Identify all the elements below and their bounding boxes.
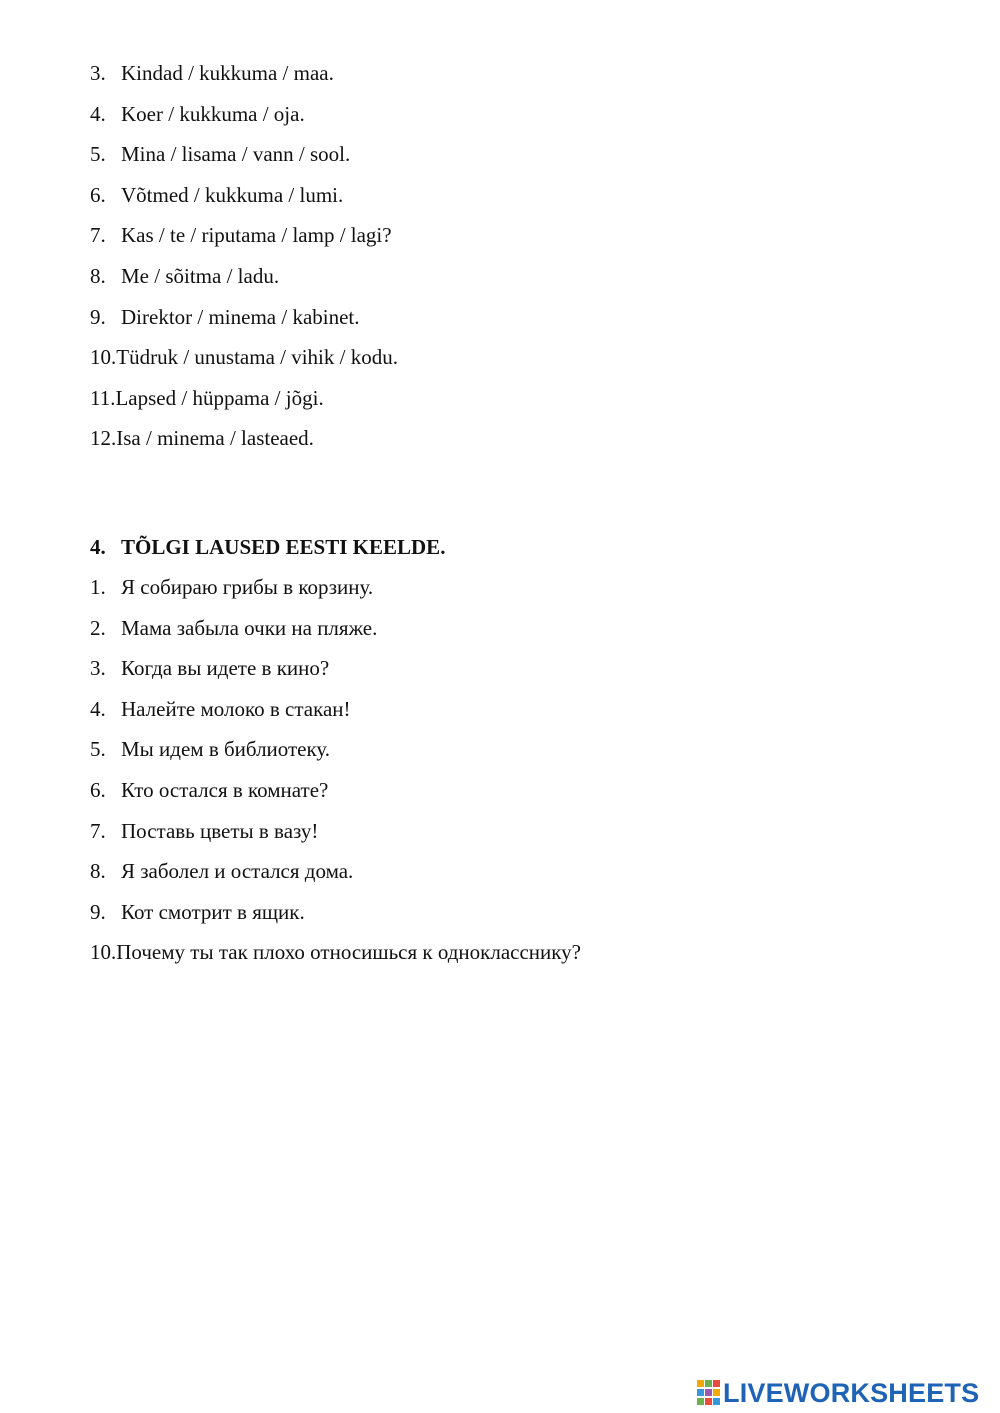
- item-text: Direktor / minema / kabinet.: [121, 304, 360, 329]
- list-item: [90, 425, 398, 466]
- item-number: 3.: [90, 61, 106, 85]
- item-text: Kindad / kukkuma / maa.: [121, 61, 334, 85]
- item-text: Koer / kukkuma / oja.: [121, 101, 305, 126]
- list-item: [90, 736, 581, 777]
- list-item: [90, 385, 398, 426]
- item-number: 7.: [90, 223, 106, 248]
- item-number: 7.: [90, 818, 106, 843]
- item-text: Võtmed / kukkuma / lumi.: [121, 182, 344, 207]
- exercise-3-list: [90, 60, 398, 466]
- logo-text: LIVEWORKSHEETS: [723, 1378, 980, 1408]
- item-text: Когда вы идете в кино?: [121, 656, 330, 681]
- list-item: [90, 696, 581, 737]
- list-item: [90, 101, 398, 142]
- list-item: [90, 818, 581, 859]
- list-item: [90, 60, 398, 101]
- item-text: Я заболел и остался дома.: [121, 859, 354, 884]
- item-number: 10.: [90, 940, 117, 965]
- list-item: [90, 344, 398, 385]
- list-item: [90, 939, 581, 980]
- heading-text: TÕLGI LAUSED EESTI KEELDE.: [121, 535, 446, 559]
- item-text: Я собираю грибы в корзину.: [121, 575, 374, 599]
- item-number: 1.: [90, 575, 106, 599]
- item-text: Mina / lisama / vann / sool.: [121, 142, 351, 167]
- item-text: Isa / minema / lasteaed.: [116, 426, 314, 451]
- item-text: Kas / te / riputama / lamp / lagi?: [121, 223, 392, 248]
- list-item: [90, 304, 398, 345]
- item-number: 5.: [90, 737, 106, 762]
- item-number: 5.: [90, 142, 106, 167]
- item-number: 11.: [90, 385, 116, 410]
- item-number: 12.: [90, 426, 117, 451]
- item-number: 3.: [90, 656, 106, 681]
- item-number: 8.: [90, 263, 106, 288]
- list-item: [90, 182, 398, 223]
- item-text: Почему ты так плохо относишься к однокласснику?: [116, 940, 581, 965]
- item-text: Me / sõitma / ladu.: [121, 263, 280, 288]
- list-item: [90, 574, 581, 615]
- list-item: [90, 777, 581, 818]
- list-item: [90, 615, 581, 656]
- item-number: 6.: [90, 777, 106, 802]
- item-number: 4.: [90, 101, 106, 126]
- list-item: [90, 263, 398, 304]
- item-number: 9.: [90, 899, 106, 924]
- list-item: [90, 141, 398, 182]
- list-item: [90, 655, 581, 696]
- item-number: 6.: [90, 182, 106, 207]
- item-number: 2.: [90, 615, 106, 640]
- exercise-4-heading: [90, 534, 445, 560]
- item-text: Налейте молоко в стакан!: [121, 696, 351, 721]
- list-item: [90, 222, 398, 263]
- list-item: [90, 899, 581, 940]
- item-number: 4.: [90, 696, 106, 721]
- item-text: Lapsed / hüppama / jõgi.: [115, 385, 324, 410]
- item-text: Поставь цветы в вазу!: [121, 818, 319, 843]
- item-number: 10.: [90, 345, 117, 370]
- exercise-4-list: [90, 574, 581, 980]
- item-number: 8.: [90, 859, 106, 884]
- item-text: Кот смотрит в ящик.: [121, 899, 305, 924]
- list-item: [90, 858, 581, 899]
- item-text: Мама забыла очки на пляже.: [121, 615, 378, 640]
- heading-number: 4.: [90, 535, 106, 559]
- liveworksheets-logo: [697, 1378, 979, 1408]
- item-text: Tüdruk / unustama / vihik / kodu.: [116, 345, 398, 370]
- liveworksheets-mark-icon: [697, 1380, 721, 1406]
- item-text: Мы идем в библиотеку.: [121, 737, 331, 762]
- item-number: 9.: [90, 304, 106, 329]
- item-text: Кто остался в комнате?: [121, 777, 329, 802]
